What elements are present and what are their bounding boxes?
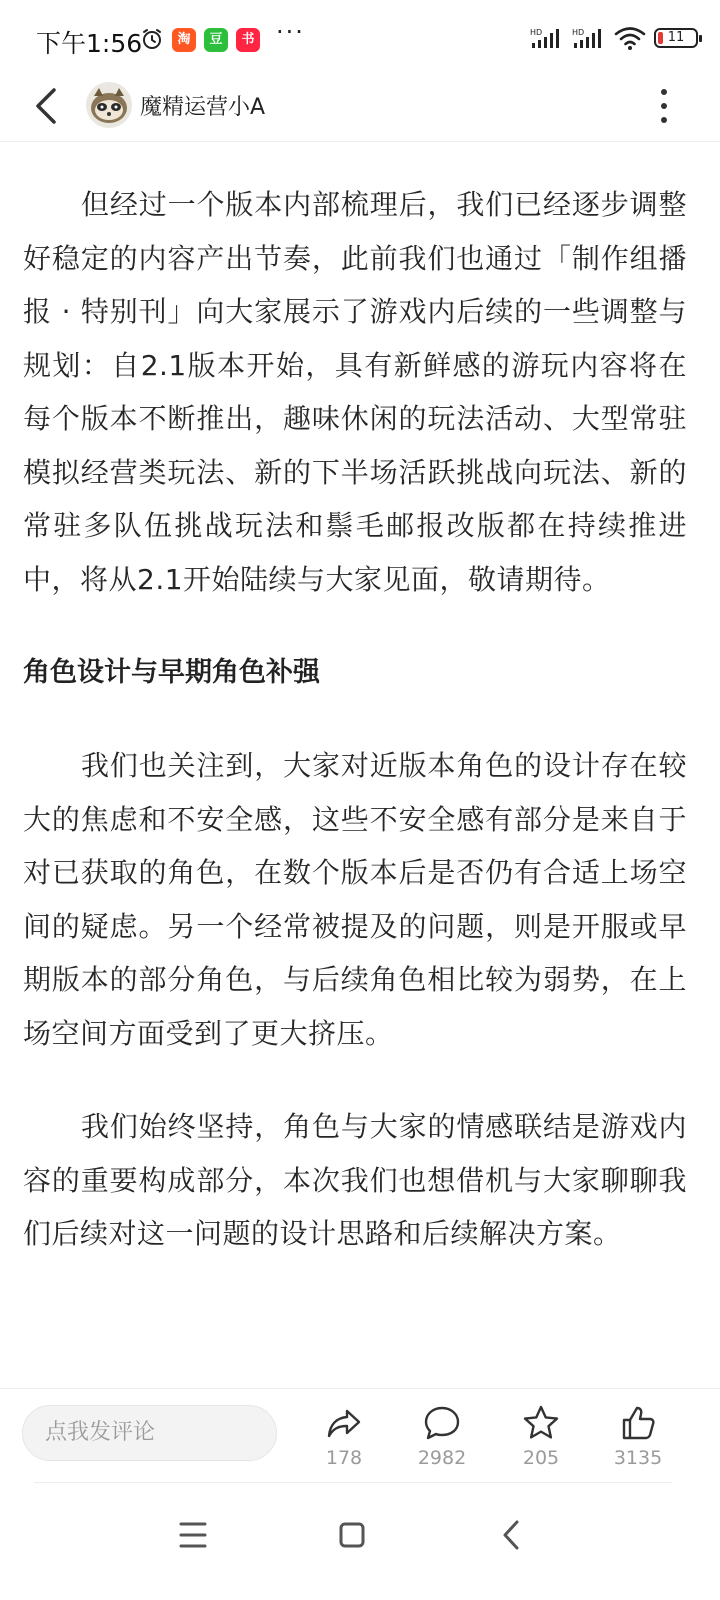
more-options-icon[interactable] [654,84,674,128]
comment-button[interactable] [402,1403,482,1469]
author-avatar[interactable] [86,82,132,128]
share-button[interactable] [304,1403,384,1469]
article-paragraph: 我们始终坚持，角色与大家的情感联结是游戏内容的重要构成部分，本次我们也想借机与大家聊聊我们后续对这一问题的设计思路和后续解决方案。 [23,1110,687,1250]
status-bar [0,0,720,80]
paragraph-spacer [23,606,687,646]
paragraph-spacer [23,699,687,739]
share-icon [324,1403,364,1443]
svg-text:HD: HD [572,28,585,37]
divider [34,1482,672,1483]
xiaohongshu-app-icon: 书 [236,28,260,52]
battery-icon: 11 [654,28,698,48]
thumbs-up-icon [618,1403,658,1443]
back-arrow-icon[interactable] [26,84,70,128]
author-name[interactable]: 魔精运营小A [140,95,266,120]
system-navigation-bar [0,1488,720,1600]
star-icon [521,1403,561,1443]
like-button[interactable] [598,1403,678,1469]
favorite-count: 205 [522,1447,560,1469]
article-body [23,178,687,1261]
wifi-icon [614,26,646,50]
system-back-icon[interactable] [482,1510,542,1560]
like-count: 3135 [613,1447,663,1469]
comment-icon [422,1403,462,1443]
raccoon-avatar-icon [86,82,132,128]
alarm-icon [140,27,164,51]
section-heading: 角色设计与早期角色补强 [23,657,320,688]
taobao-app-icon: 淘 [172,28,196,52]
signal-icon [530,27,564,49]
menu-icon[interactable] [163,1510,223,1560]
article-paragraph: 但经过一个版本内部梳理后，我们已经逐步调整好稳定的内容产出节奏，此前我们也通过「制作组播报 · 特别刊」向大家展示了游戏内后续的一些调整与规划：自2.1版本开始，具有新鲜感的游玩内容将在每个版本不断推出，趣味休闲的玩法活动、大型常驻模拟经营类玩法、新的下半场活跃挑战向玩法、新的常驻多队伍挑战玩法和鬃毛邮报改版都在持续推进中，将从2.1开始陆续与大家见面，敬请期待。 [23,188,687,596]
svg-text:HD: HD [530,28,543,37]
signal-icon-2 [572,27,606,49]
status-indicators [530,26,698,50]
article-paragraph: 我们也关注到，大家对近版本角色的设计存在较大的焦虑和不安全感，这些不安全感有部分是来自于对已获取的角色，在数个版本后是否仍有合适上场空间的疑虑。另一个经常被提及的问题，则是开服或早期版本的部分角色，与后续角色相比较为弱势，在上场空间方面受到了更大挤压。 [23,749,687,1050]
home-icon[interactable] [322,1510,382,1560]
comment-count: 2982 [417,1447,467,1469]
douban-app-icon: 豆 [204,28,228,52]
bottom-action-bar [0,1388,720,1484]
status-time: 下午1:56 [36,29,143,58]
paragraph-spacer [23,1060,687,1100]
top-nav-bar [0,80,720,142]
share-count: 178 [325,1447,363,1469]
favorite-button[interactable] [501,1403,581,1469]
comment-input[interactable]: 点我发评论 [22,1405,277,1461]
more-notifications-icon: ··· [276,18,305,46]
